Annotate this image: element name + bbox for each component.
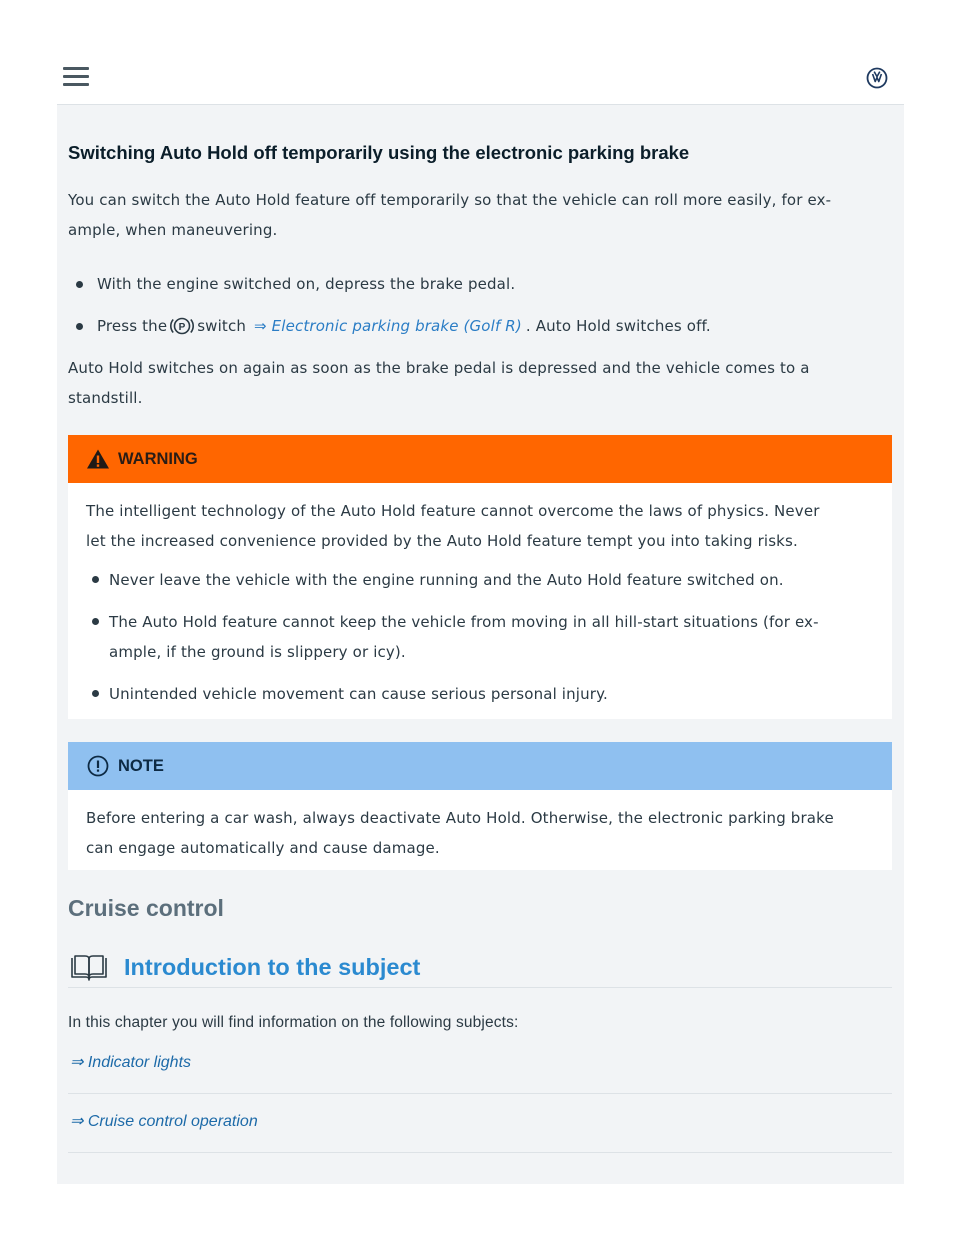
intro-heading: Introduction to the subject [124, 953, 421, 980]
parking-brake-link[interactable]: ⇒ Electronic parking brake (Golf R) [254, 317, 522, 335]
link-cruise-control-operation[interactable]: ⇒ Cruise control operation [68, 1093, 892, 1153]
warning-box [68, 435, 892, 719]
note-text-line1: Before entering a car wash, always deactivate Auto Hold. Otherwise, the electronic parking brake [86, 809, 834, 827]
open-book-icon [68, 952, 110, 982]
intro-text-line1: You can switch the Auto Hold feature off temporarily so that the vehicle can roll more easily, for ex- [68, 191, 832, 209]
section-heading: Switching Auto Hold off temporarily using the electronic parking brake [68, 142, 690, 163]
warning-header [68, 435, 892, 483]
bullet-text-pre: Press the [97, 317, 168, 335]
bullet-item [76, 269, 515, 299]
vw-logo-icon[interactable] [866, 67, 888, 89]
bullet-text-post: . Auto Hold switches off. [525, 317, 711, 335]
hamburger-menu-icon[interactable] [63, 67, 89, 89]
warning-bullet-text: Never leave the vehicle with the engine running and the Auto Hold feature switched on. [109, 571, 784, 589]
warning-bullet-text-line2: ample, if the ground is slippery or icy). [109, 643, 406, 661]
intro-description: In this chapter you will find information on the following subjects: [68, 1014, 519, 1031]
warning-text-line2: let the increased convenience provided by the Auto Hold feature tempt you into taking risks. [86, 532, 798, 550]
warning-bullet [92, 679, 608, 709]
note-text-line2: can engage automatically and cause damage. [86, 839, 440, 857]
outro-text-line1: Auto Hold switches on again as soon as the brake pedal is depressed and the vehicle comes to a [68, 359, 810, 377]
warning-bullet [92, 565, 784, 595]
warning-text-line1: The intelligent technology of the Auto Hold feature cannot overcome the laws of physics. Never [86, 502, 820, 520]
svg-text:P: P [178, 322, 186, 333]
bullet-dot [92, 576, 99, 583]
intro-heading-row [68, 947, 892, 988]
top-bar [57, 52, 904, 105]
note-label: NOTE [118, 756, 164, 775]
section-title-cruise-control: Cruise control [68, 895, 224, 921]
bullet-text-mid: switch [197, 317, 247, 335]
bullet-dot [92, 690, 99, 697]
bullet-dot [76, 323, 83, 330]
bullet-dot [92, 618, 99, 625]
parking-brake-icon [169, 315, 195, 337]
warning-bullet-text: Unintended vehicle movement can cause serious personal injury. [109, 685, 608, 703]
intro-text-line2: ample, when maneuvering. [68, 221, 278, 239]
exclamation-circle-icon [86, 755, 110, 777]
note-header [68, 742, 892, 790]
link-indicator-lights[interactable]: ⇒ Indicator lights [68, 1034, 892, 1094]
note-box [68, 742, 892, 870]
warning-triangle-icon [86, 448, 110, 470]
warning-bullet-text-line1: The Auto Hold feature cannot keep the vehicle from moving in all hill-start situations (for ex- [109, 613, 819, 631]
warning-bullet [92, 607, 819, 667]
bullet-item [76, 311, 711, 341]
outro-text-line2: standstill. [68, 389, 143, 407]
bullet-dot [76, 281, 83, 288]
bullet-text: With the engine switched on, depress the brake pedal. [97, 275, 516, 293]
warning-label: WARNING [118, 449, 198, 468]
